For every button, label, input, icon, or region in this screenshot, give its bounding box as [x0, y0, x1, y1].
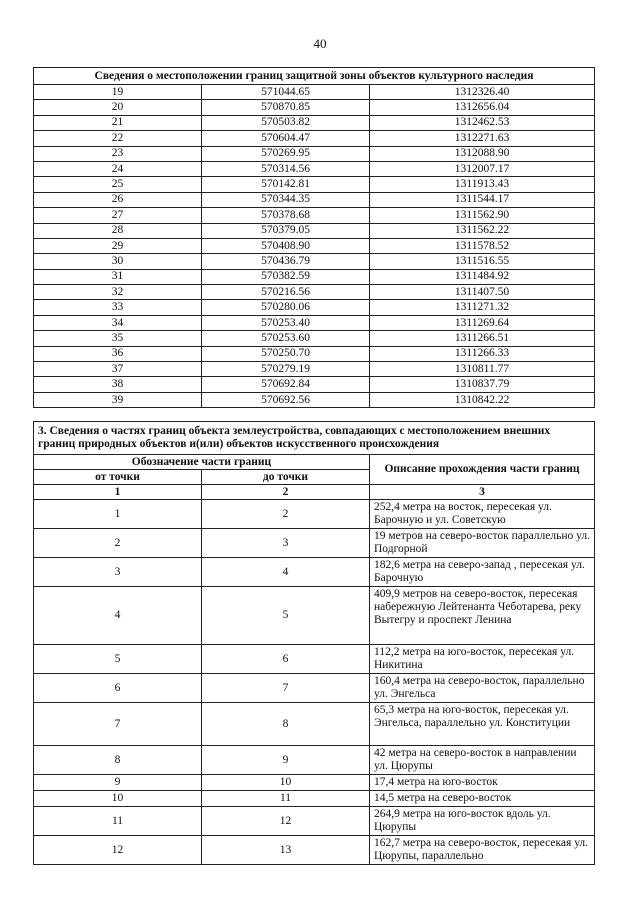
description-cell: 65,3 метра на юго-восток, пересекая ул. Энгельса, параллельно ул. Конституции — [370, 703, 595, 746]
x-coordinate-cell: 570280.06 — [202, 300, 370, 315]
coordinate-row — [34, 269, 595, 284]
point-number-cell: 39 — [34, 392, 202, 407]
description-cell: 112,2 метра на юго-восток, пересекая ул. Никитина — [370, 645, 595, 674]
point-number-cell: 25 — [34, 177, 202, 192]
to-point-cell: 8 — [202, 703, 370, 746]
y-coordinate-cell: 1311913.43 — [370, 177, 595, 192]
point-number-cell: 29 — [34, 238, 202, 253]
y-coordinate-cell: 1312088.90 — [370, 146, 595, 161]
y-coordinate-cell: 1312656.04 — [370, 100, 595, 115]
description-cell: 17,4 метра на юго-восток — [370, 775, 595, 791]
coordinate-row — [34, 146, 595, 161]
y-coordinate-cell: 1311562.22 — [370, 223, 595, 238]
x-coordinate-cell: 570344.35 — [202, 192, 370, 207]
x-coordinate-cell: 570382.59 — [202, 269, 370, 284]
x-coordinate-cell: 570692.84 — [202, 377, 370, 392]
point-number-cell: 22 — [34, 131, 202, 146]
from-point-cell: 6 — [34, 674, 202, 703]
from-point-cell: 3 — [34, 558, 202, 587]
y-coordinate-cell: 1311269.64 — [370, 315, 595, 330]
point-number-cell: 21 — [34, 115, 202, 130]
coordinate-row — [34, 161, 595, 176]
to-point-cell: 3 — [202, 529, 370, 558]
y-coordinate-cell: 1310842.22 — [370, 392, 595, 407]
boundary-part-row — [34, 587, 595, 645]
coordinate-row — [34, 115, 595, 130]
from-point-cell: 11 — [34, 807, 202, 836]
x-coordinate-cell: 571044.65 — [202, 85, 370, 100]
coordinate-row — [34, 100, 595, 115]
y-coordinate-cell: 1312007.17 — [370, 161, 595, 176]
to-point-cell: 4 — [202, 558, 370, 587]
boundary-part-row — [34, 529, 595, 558]
x-coordinate-cell: 570604.47 — [202, 131, 370, 146]
coordinate-row — [34, 300, 595, 315]
x-coordinate-cell: 570253.60 — [202, 331, 370, 346]
to-point-cell: 9 — [202, 746, 370, 775]
boundary-part-row — [34, 775, 595, 791]
coordinate-row — [34, 208, 595, 223]
coordinate-row — [34, 315, 595, 330]
from-point-cell: 2 — [34, 529, 202, 558]
boundary-parts-table — [33, 421, 595, 865]
boundary-part-row — [34, 791, 595, 807]
boundary-part-row — [34, 836, 595, 865]
parts-title-row — [34, 422, 595, 455]
to-point-cell: 10 — [202, 775, 370, 791]
y-coordinate-cell: 1311271.32 — [370, 300, 595, 315]
y-coordinate-cell: 1311578.52 — [370, 238, 595, 253]
description-cell: 162,7 метра на северо-восток, пересекая ул. Цюрупы, параллельно — [370, 836, 595, 865]
x-coordinate-cell: 570870.85 — [202, 100, 370, 115]
point-number-cell: 38 — [34, 377, 202, 392]
y-coordinate-cell: 1312462.53 — [370, 115, 595, 130]
header-from-point: от точки — [34, 470, 202, 485]
x-coordinate-cell: 570253.40 — [202, 315, 370, 330]
to-point-cell: 11 — [202, 791, 370, 807]
description-cell: 409,9 метров на северо-восток, пересекая набережную Лейтенанта Чеботарева, реку Вытегру и проспект Ленина — [370, 587, 595, 645]
description-cell: 252,4 метра на восток, пересекая ул. Барочную и ул. Советскую — [370, 500, 595, 529]
point-number-cell: 36 — [34, 346, 202, 361]
boundary-part-row — [34, 807, 595, 836]
to-point-cell: 13 — [202, 836, 370, 865]
coordinate-row — [34, 377, 595, 392]
y-coordinate-cell: 1311516.55 — [370, 254, 595, 269]
point-number-cell: 34 — [34, 315, 202, 330]
coordinates-title: Сведения о местоположении границ защитной зоны объектов культурного наследия — [34, 68, 595, 85]
point-number-cell: 28 — [34, 223, 202, 238]
coordinate-row — [34, 331, 595, 346]
point-number-cell: 33 — [34, 300, 202, 315]
boundary-part-row — [34, 674, 595, 703]
x-coordinate-cell: 570503.82 — [202, 115, 370, 130]
from-point-cell: 5 — [34, 645, 202, 674]
description-cell: 19 метров на северо-восток параллельно ул. Подгорной — [370, 529, 595, 558]
y-coordinate-cell: 1310837.79 — [370, 377, 595, 392]
x-coordinate-cell: 570314.56 — [202, 161, 370, 176]
y-coordinate-cell: 1311484.92 — [370, 269, 595, 284]
y-coordinate-cell: 1311562.90 — [370, 208, 595, 223]
x-coordinate-cell: 570142.81 — [202, 177, 370, 192]
y-coordinate-cell: 1311266.33 — [370, 346, 595, 361]
y-coordinate-cell: 1311544.17 — [370, 192, 595, 207]
parts-header-row — [34, 455, 595, 470]
boundary-part-row — [34, 645, 595, 674]
point-number-cell: 37 — [34, 362, 202, 377]
x-coordinate-cell: 570436.79 — [202, 254, 370, 269]
x-coordinate-cell: 570250.70 — [202, 346, 370, 361]
column-number-3: 3 — [370, 485, 595, 500]
point-number-cell: 20 — [34, 100, 202, 115]
y-coordinate-cell: 1310811.77 — [370, 362, 595, 377]
point-number-cell: 27 — [34, 208, 202, 223]
description-cell: 14,5 метра на северо-восток — [370, 791, 595, 807]
coordinate-row — [34, 392, 595, 407]
y-coordinate-cell: 1311407.50 — [370, 285, 595, 300]
point-number-cell: 35 — [34, 331, 202, 346]
page-number: 40 — [313, 36, 327, 51]
coordinate-row — [34, 238, 595, 253]
from-point-cell: 10 — [34, 791, 202, 807]
from-point-cell: 9 — [34, 775, 202, 791]
parts-column-numbers-row — [34, 485, 595, 500]
coordinate-row — [34, 223, 595, 238]
y-coordinate-cell: 1312326.40 — [370, 85, 595, 100]
coordinate-row — [34, 131, 595, 146]
description-cell: 182,6 метра на северо-запад , пересекая ул. Барочную — [370, 558, 595, 587]
point-number-cell: 31 — [34, 269, 202, 284]
coordinate-row — [34, 254, 595, 269]
coordinate-row — [34, 177, 595, 192]
to-point-cell: 6 — [202, 645, 370, 674]
coordinates-table — [33, 67, 595, 408]
from-point-cell: 7 — [34, 703, 202, 746]
x-coordinate-cell: 570379.05 — [202, 223, 370, 238]
from-point-cell: 4 — [34, 587, 202, 645]
description-cell: 42 метра на северо-восток в направлении ул. Цюрупы — [370, 746, 595, 775]
point-number-cell: 30 — [34, 254, 202, 269]
description-cell: 264,9 метра на юго-восток вдоль ул. Цюрупы — [370, 807, 595, 836]
y-coordinate-cell: 1311266.51 — [370, 331, 595, 346]
point-number-cell: 19 — [34, 85, 202, 100]
x-coordinate-cell: 570378.68 — [202, 208, 370, 223]
to-point-cell: 2 — [202, 500, 370, 529]
coordinate-row — [34, 192, 595, 207]
boundary-part-row — [34, 746, 595, 775]
point-number-cell: 23 — [34, 146, 202, 161]
coordinate-row — [34, 362, 595, 377]
x-coordinate-cell: 570279.19 — [202, 362, 370, 377]
header-to-point: до точки — [202, 470, 370, 485]
x-coordinate-cell: 570692.56 — [202, 392, 370, 407]
point-number-cell: 26 — [34, 192, 202, 207]
column-number-2: 2 — [202, 485, 370, 500]
from-point-cell: 12 — [34, 836, 202, 865]
to-point-cell: 12 — [202, 807, 370, 836]
y-coordinate-cell: 1312271.63 — [370, 131, 595, 146]
header-boundary-part: Обозначение части границ — [34, 455, 370, 470]
to-point-cell: 7 — [202, 674, 370, 703]
coordinate-row — [34, 285, 595, 300]
parts-title: 3. Сведения о частях границ объекта землеустройства, совпадающих с местоположением внешних границ природных объектов и(или) объектов искусственного происхождения — [34, 422, 595, 455]
coordinates-title-row — [34, 68, 595, 85]
header-description: Описание прохождения части границ — [370, 455, 595, 485]
description-cell: 160,4 метра на северо-восток, параллельно ул. Энгельса — [370, 674, 595, 703]
to-point-cell: 5 — [202, 587, 370, 645]
x-coordinate-cell: 570269.95 — [202, 146, 370, 161]
from-point-cell: 1 — [34, 500, 202, 529]
coordinate-row — [34, 85, 595, 100]
boundary-part-row — [34, 500, 595, 529]
point-number-cell: 32 — [34, 285, 202, 300]
from-point-cell: 8 — [34, 746, 202, 775]
point-number-cell: 24 — [34, 161, 202, 176]
boundary-part-row — [34, 558, 595, 587]
x-coordinate-cell: 570408.90 — [202, 238, 370, 253]
boundary-part-row — [34, 703, 595, 746]
column-number-1: 1 — [34, 485, 202, 500]
x-coordinate-cell: 570216.56 — [202, 285, 370, 300]
coordinate-row — [34, 346, 595, 361]
